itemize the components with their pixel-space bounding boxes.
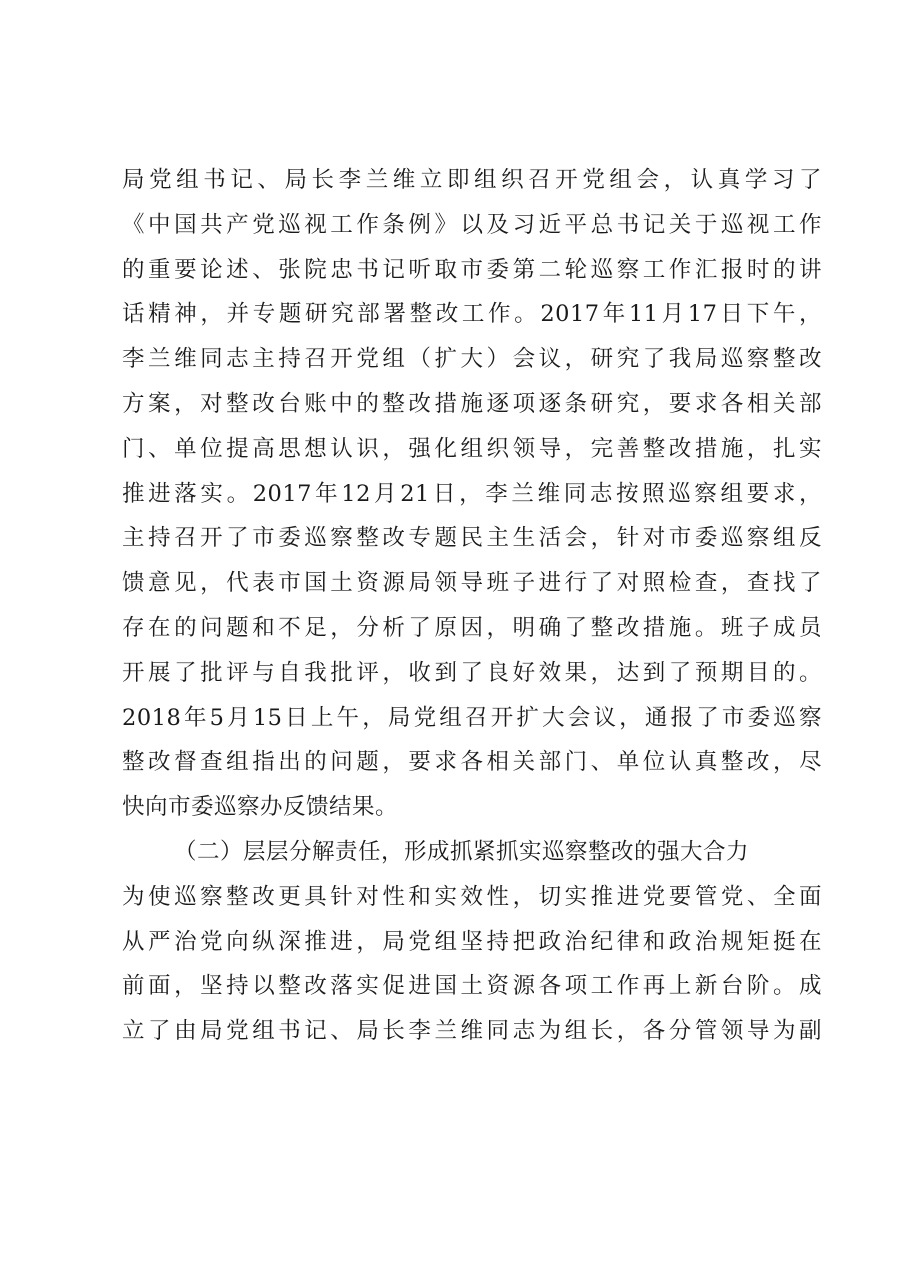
text-line: 整改督查组指出的问题，要求各相关部门、单位认真整改，尽 <box>122 749 822 776</box>
text-line: 话精神，并专题研究部署整改工作。2017年11月17日下午， <box>122 301 822 328</box>
text-line: 推进落实。2017年12月21日，李兰维同志按照巡察组要求， <box>122 480 822 507</box>
text-line: 《中国共产党巡视工作条例》以及习近平总书记关于巡视工作 <box>122 211 822 238</box>
text-line: 李兰维同志主持召开党组（扩大）会议，研究了我局巡察整改 <box>122 346 822 373</box>
text-line: 立了由局党组书记、局长李兰维同志为组长，各分管领导为副 <box>122 1018 822 1045</box>
text-line: 2018年5月15日上午，局党组召开扩大会议，通报了市委巡察 <box>122 704 822 731</box>
text-line: 馈意见，代表市国土资源局领导班子进行了对照检查，查找了 <box>122 570 822 597</box>
section-heading: （二）层层分解责任，形成抓紧抓实巡察整改的强大合力 <box>174 838 750 865</box>
text-line: 的重要论述、张院忠书记听取市委第二轮巡察工作汇报时的讲 <box>122 256 822 283</box>
text-line: 前面，坚持以整改落实促进国土资源各项工作再上新台阶。成 <box>122 973 822 1000</box>
text-line: 从严治党向纵深推进，局党组坚持把政治纪律和政治规矩挺在 <box>122 928 822 955</box>
text-line: 主持召开了市委巡察整改专题民主生活会，针对市委巡察组反 <box>122 525 822 552</box>
text-line: 门、单位提高思想认识，强化组织领导，完善整改措施，扎实 <box>122 435 822 462</box>
text-line: 为使巡察整改更具针对性和实效性，切实推进党要管党、全面 <box>122 883 822 910</box>
text-line: 快向市委巡察办反馈结果。 <box>122 794 399 821</box>
text-line: 存在的问题和不足，分析了原因，明确了整改措施。班子成员 <box>122 614 822 641</box>
text-line: 局党组书记、局长李兰维立即组织召开党组会，认真学习了 <box>122 167 822 193</box>
body-text <box>122 158 822 1054</box>
text-line: 开展了批评与自我批评，收到了良好效果，达到了预期目的。 <box>122 659 822 686</box>
text-line: 方案，对整改台账中的整改措施逐项逐条研究，要求各相关部 <box>122 390 822 417</box>
